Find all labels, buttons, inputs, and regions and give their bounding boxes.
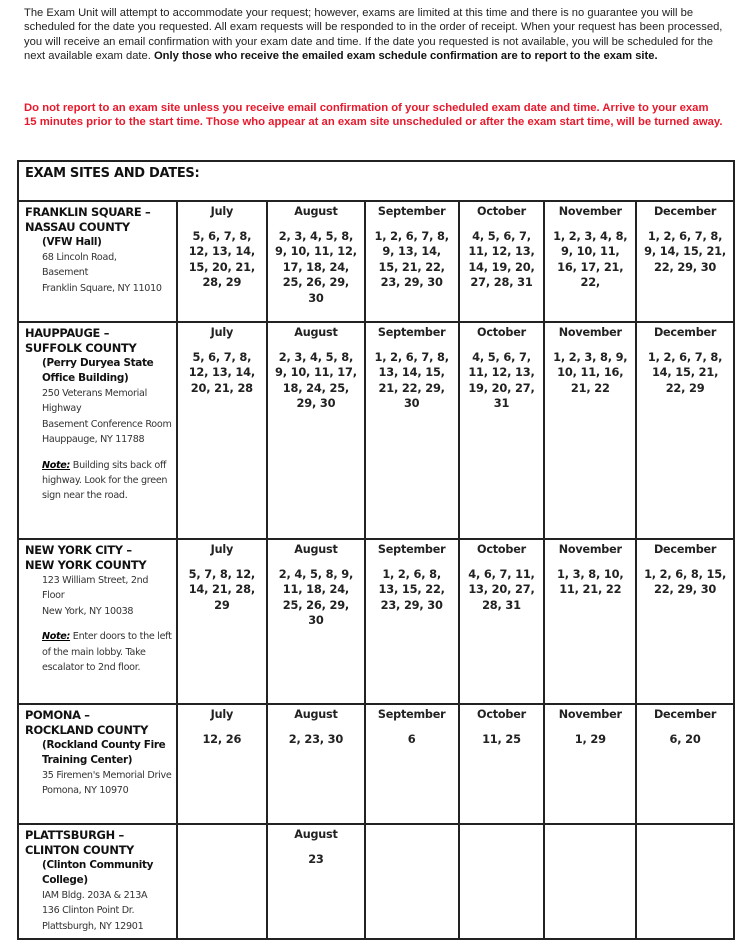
site-name-line1: HAUPPAUGE – (25, 326, 110, 340)
site-info-cell (18, 824, 177, 939)
month-label: October (477, 205, 526, 218)
exam-dates: 6, 20 (669, 732, 701, 746)
exam-dates: 1, 2, 3, 8, 9, 10, 11, 16, 21, 22 (553, 350, 628, 395)
month-cell (267, 704, 365, 824)
site-building: (Perry Duryea State Office Building) (42, 357, 154, 384)
note-label: Note: (42, 459, 71, 471)
exam-dates: 4, 5, 6, 7, 11, 12, 13, 14, 19, 20, 27, 28, 31 (468, 229, 535, 290)
month-label: July (210, 205, 234, 218)
site-row (18, 704, 734, 824)
month-cell (459, 704, 545, 824)
exam-dates: 1, 2, 6, 7, 8, 13, 14, 15, 21, 22, 29, 30 (374, 350, 449, 411)
month-label: October (477, 543, 526, 556)
exam-dates: 2, 3, 4, 5, 8, 9, 10, 11, 12, 17, 18, 24, 25, 26, 29, 30 (274, 229, 357, 305)
month-cell (636, 704, 734, 824)
exam-dates: 1, 29 (574, 732, 606, 746)
intro-paragraph (24, 6, 724, 64)
site-address-line: Plattsburgh, NY 12901 (42, 920, 144, 932)
note-label: Note: (42, 631, 71, 643)
month-cell (636, 539, 734, 704)
site-note (42, 629, 172, 675)
month-cell (544, 704, 636, 824)
month-cell (365, 322, 459, 539)
exam-dates: 4, 6, 7, 11, 13, 20, 27, 28, 31 (468, 567, 535, 612)
month-cell (636, 322, 734, 539)
month-cell (177, 824, 268, 939)
site-name-line2: ROCKLAND COUNTY (25, 723, 149, 737)
month-label: November (558, 543, 622, 556)
site-address-line: Franklin Square, NY 11010 (42, 282, 162, 294)
month-cell (459, 824, 545, 939)
site-details (42, 573, 172, 675)
exam-dates: 1, 2, 6, 7, 8, 14, 15, 21, 22, 29 (647, 350, 723, 395)
site-name-line1: POMONA – (25, 708, 90, 722)
exam-dates: 1, 3, 8, 10, 11, 21, 22 (557, 567, 624, 597)
site-info-cell (18, 704, 177, 824)
month-label: August (294, 326, 338, 339)
month-label: September (377, 708, 446, 721)
site-note (42, 458, 172, 504)
site-row (18, 201, 734, 322)
site-name-line1: FRANKLIN SQUARE – (25, 205, 151, 219)
month-label: September (377, 543, 446, 556)
month-label: July (210, 543, 234, 556)
month-cell (544, 201, 636, 322)
site-info-cell (18, 539, 177, 704)
site-address-line: 136 Clinton Point Dr. (42, 905, 135, 917)
site-address-line: Basement Conference Room (42, 418, 172, 430)
month-cell (459, 322, 545, 539)
month-cell (267, 824, 365, 939)
site-address-line: 250 Veterans Memorial Highway (42, 388, 147, 415)
month-cell (459, 201, 545, 322)
site-details (42, 858, 172, 934)
warning-paragraph: Do not report to an exam site unless you receive email confirmation of your scheduled exam date and time. Arrive to your exam 15 minutes prior to the start time. Those who appear at an exam site unscheduled or after the exam start time, will be turned away. (24, 102, 723, 129)
site-address-line: 123 William Street, 2nd Floor (42, 575, 149, 602)
exam-dates: 5, 7, 8, 12, 14, 21, 28, 29 (188, 567, 256, 612)
exam-dates: 6 (407, 732, 416, 746)
month-cell (177, 322, 268, 539)
month-cell (459, 539, 545, 704)
month-cell (177, 201, 268, 322)
table-title: EXAM SITES AND DATES: (18, 161, 734, 201)
month-cell (267, 201, 365, 322)
table-title-row (18, 161, 734, 201)
exam-dates: 2, 23, 30 (288, 732, 344, 746)
exam-dates: 2, 3, 4, 5, 8, 9, 10, 11, 17, 18, 24, 25, 29, 30 (274, 350, 357, 411)
month-label: July (210, 708, 234, 721)
site-address-line: 68 Lincoln Road, (42, 252, 117, 263)
site-address-line: Basement (42, 267, 89, 279)
intro-bold-text: Only those who receive the emailed exam schedule confirmation are to report to the exam site. (153, 50, 658, 63)
exam-dates: 1, 2, 6, 7, 8, 9, 13, 14, 15, 21, 22, 23, 29, 30 (374, 229, 449, 290)
site-building: (Rockland County Fire Training Center) (42, 739, 166, 766)
site-address-line: Hauppauge, NY 11788 (42, 434, 145, 446)
site-details (42, 356, 172, 504)
site-name-line2: CLINTON COUNTY (25, 843, 134, 857)
exam-dates: 23 (308, 852, 324, 866)
site-name-line1: PLATTSBURGH – (25, 828, 124, 842)
exam-dates: 1, 2, 6, 8, 13, 15, 22, 23, 29, 30 (378, 567, 445, 612)
month-cell (365, 201, 459, 322)
site-row (18, 539, 734, 704)
month-label: December (653, 708, 717, 721)
site-address-line: IAM Bldg. 203A & 213A (42, 890, 148, 901)
site-address-line: New York, NY 10038 (42, 605, 134, 617)
month-label: August (294, 828, 338, 841)
exam-dates: 5, 6, 7, 8, 12, 13, 14, 20, 21, 28 (188, 350, 255, 395)
month-label: July (210, 326, 234, 339)
month-label: October (477, 326, 526, 339)
site-row (18, 322, 734, 539)
exam-dates: 1, 2, 6, 8, 15, 22, 29, 30 (644, 567, 727, 597)
month-label: November (558, 708, 622, 721)
month-label: December (653, 205, 717, 218)
exam-dates: 1, 2, 3, 4, 8, 9, 10, 11, 16, 17, 21, 22, (553, 229, 628, 290)
note-text: Enter doors to the left of the main lobby. Take escalator to 2nd floor. (42, 631, 172, 674)
month-cell (544, 824, 636, 939)
exam-dates: 1, 2, 6, 7, 8, 9, 14, 15, 21, 22, 29, 30 (644, 229, 727, 274)
site-name-line2: NASSAU COUNTY (25, 220, 130, 234)
month-cell (267, 322, 365, 539)
site-address-line: Pomona, NY 10970 (42, 785, 129, 797)
month-cell (544, 539, 636, 704)
site-info-cell (18, 201, 177, 322)
month-cell (636, 824, 734, 939)
month-label: December (653, 326, 717, 339)
month-label: November (558, 326, 622, 339)
site-name-line2: SUFFOLK COUNTY (25, 341, 137, 355)
month-label: August (294, 205, 338, 218)
month-cell (544, 322, 636, 539)
month-cell (365, 824, 459, 939)
intro-text: The Exam Unit will attempt to accommodate your request; however, exams are limited at this time and there is no guarantee you will be scheduled for the date you requested. All exam requests will be responded to in the order of receipt. When your request has been processed, you will receive an email confirmation with your exam date and time. If the date you requested is not available, you will be scheduled for the next available exam date. (24, 7, 723, 63)
site-info-cell (18, 322, 177, 539)
site-name-line2: NEW YORK COUNTY (25, 558, 147, 572)
site-row (18, 824, 734, 939)
month-cell (177, 704, 268, 824)
note-text: Building sits back off highway. Look for the green sign near the road. (42, 459, 168, 502)
month-cell (177, 539, 268, 704)
exam-dates: 5, 6, 7, 8, 12, 13, 14, 15, 20, 21, 28, 29 (188, 229, 255, 290)
site-address-line: 35 Firemen's Memorial Drive (42, 770, 172, 781)
site-name-line1: NEW YORK CITY – (25, 543, 132, 557)
site-details (42, 235, 172, 296)
exam-schedule-table (17, 160, 735, 940)
month-label: September (377, 205, 446, 218)
month-label: November (558, 205, 622, 218)
month-cell (365, 539, 459, 704)
exam-dates: 4, 5, 6, 7, 11, 12, 13, 19, 20, 27, 31 (468, 350, 535, 411)
site-building: (VFW Hall) (42, 236, 102, 248)
month-label: August (294, 708, 338, 721)
site-details (42, 738, 172, 799)
exam-dates: 12, 26 (202, 732, 242, 746)
month-cell (365, 704, 459, 824)
month-cell (636, 201, 734, 322)
month-label: December (653, 543, 717, 556)
site-building: (Clinton Community College) (42, 859, 154, 886)
month-label: August (294, 543, 338, 556)
exam-dates: 11, 25 (482, 732, 521, 746)
exam-dates: 2, 4, 5, 8, 9, 11, 18, 24, 25, 26, 29, 30 (278, 567, 354, 628)
month-cell (267, 539, 365, 704)
month-label: October (477, 708, 526, 721)
month-label: September (377, 326, 446, 339)
